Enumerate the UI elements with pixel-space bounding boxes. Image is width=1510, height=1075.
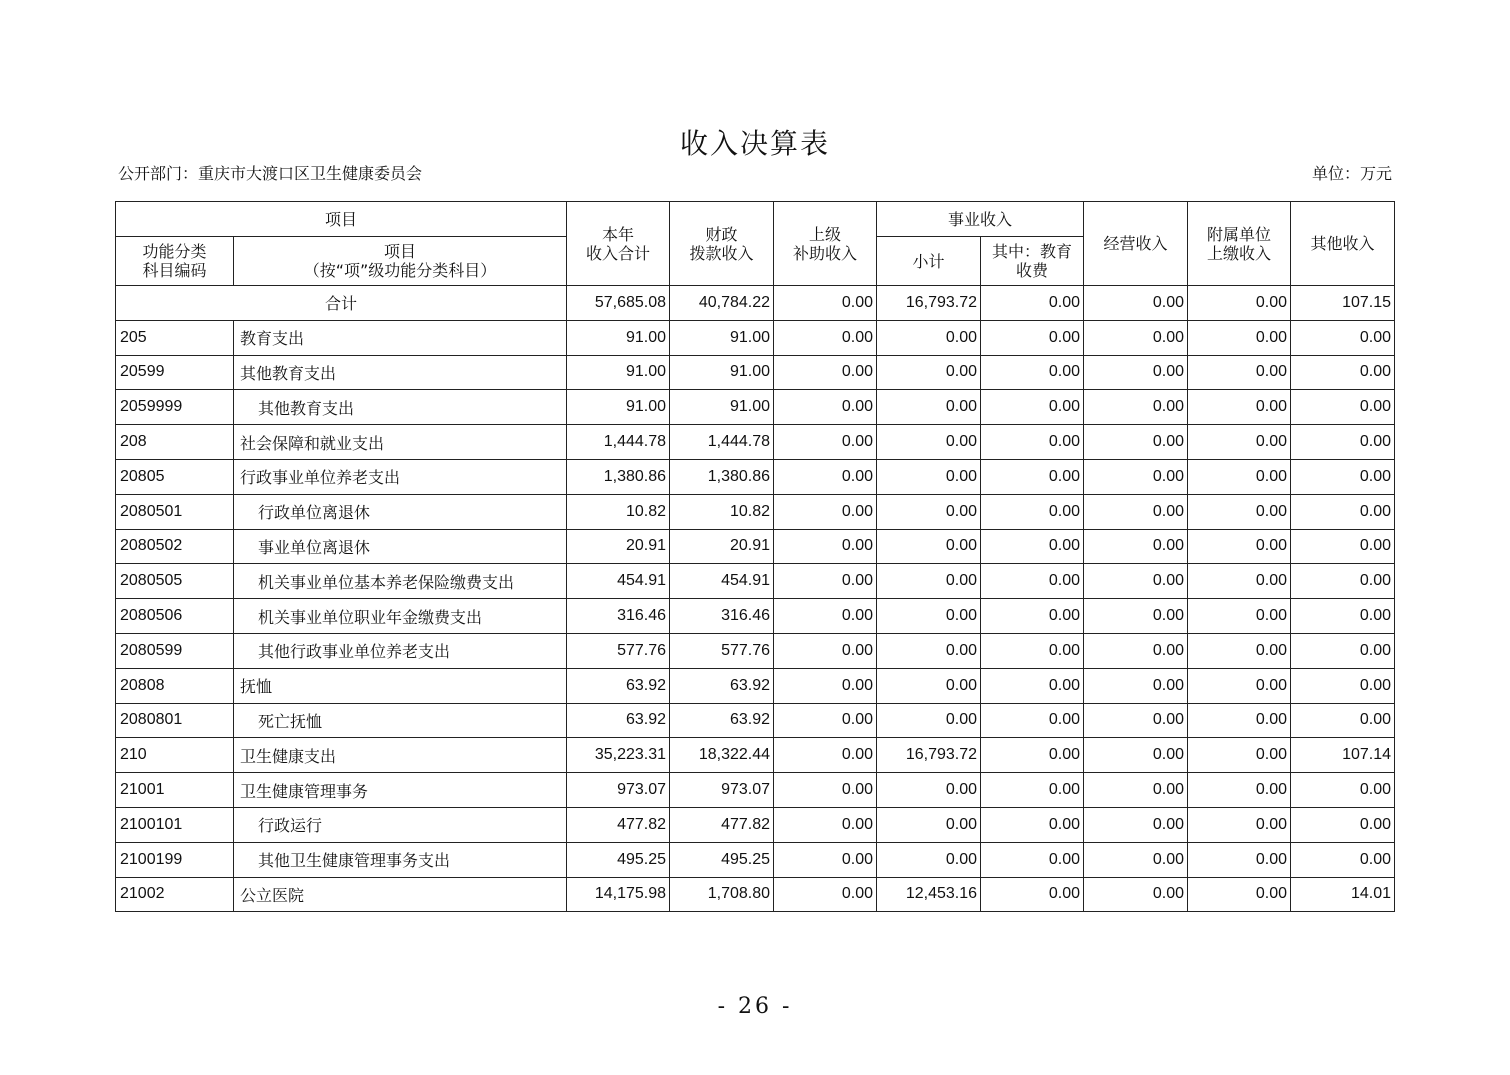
- row-code: 2080506: [116, 599, 234, 634]
- row-value: 0.00: [981, 529, 1084, 564]
- row-code: 208: [116, 425, 234, 460]
- row-value: 0.00: [1291, 773, 1395, 808]
- row-name: 卫生健康支出: [234, 738, 567, 773]
- row-value: 0.00: [774, 877, 877, 912]
- row-value: 10.82: [567, 494, 670, 529]
- row-value: 0.00: [1188, 773, 1291, 808]
- row-code: 2080505: [116, 564, 234, 599]
- row-value: 0.00: [1084, 807, 1188, 842]
- row-value: 0.00: [1188, 703, 1291, 738]
- row-value: 0.00: [1188, 807, 1291, 842]
- row-name: 其他教育支出: [234, 390, 567, 425]
- row-value: 0.00: [1084, 390, 1188, 425]
- row-value: 0.00: [774, 773, 877, 808]
- row-name: 其他教育支出: [234, 355, 567, 390]
- row-value: 0.00: [877, 807, 981, 842]
- table-row: [116, 459, 1395, 494]
- row-value: 107.14: [1291, 738, 1395, 773]
- row-name: 事业单位离退休: [234, 529, 567, 564]
- row-value: 0.00: [981, 425, 1084, 460]
- row-code: 205: [116, 320, 234, 355]
- row-value: 0.00: [981, 355, 1084, 390]
- row-name: 其他行政事业单位养老支出: [234, 633, 567, 668]
- total-row: [116, 286, 1395, 321]
- row-value: 454.91: [670, 564, 774, 599]
- row-name: 卫生健康管理事务: [234, 773, 567, 808]
- row-name: 死亡抚恤: [234, 703, 567, 738]
- row-value: 0.00: [1084, 703, 1188, 738]
- row-value: 0.00: [774, 703, 877, 738]
- row-value: 1,380.86: [670, 459, 774, 494]
- row-value: 63.92: [567, 668, 670, 703]
- row-code: 2100101: [116, 807, 234, 842]
- row-value: 0.00: [877, 425, 981, 460]
- row-value: 973.07: [567, 773, 670, 808]
- total-value: 0.00: [774, 286, 877, 321]
- row-value: 0.00: [1291, 390, 1395, 425]
- department-label: 公开部门：重庆市大渡口区卫生健康委员会: [118, 164, 423, 183]
- row-value: 0.00: [1188, 529, 1291, 564]
- header-superior: 上级 补助收入: [774, 202, 877, 286]
- row-value: 0.00: [1084, 773, 1188, 808]
- row-value: 0.00: [774, 320, 877, 355]
- header-subtotal: 小计: [877, 237, 981, 286]
- row-value: 0.00: [981, 703, 1084, 738]
- row-value: 577.76: [670, 633, 774, 668]
- row-name: 行政事业单位养老支出: [234, 459, 567, 494]
- header-code: 功能分类 科目编码: [116, 237, 234, 286]
- row-value: 0.00: [981, 807, 1084, 842]
- header-affiliated: 附属单位 上缴收入: [1188, 202, 1291, 286]
- row-value: 0.00: [981, 564, 1084, 599]
- row-value: 0.00: [1084, 529, 1188, 564]
- row-value: 0.00: [1291, 355, 1395, 390]
- header-name: 项目 （按“项”级功能分类科目）: [234, 237, 567, 286]
- row-value: 14.01: [1291, 877, 1395, 912]
- row-value: 0.00: [774, 599, 877, 634]
- row-value: 0.00: [981, 320, 1084, 355]
- row-value: 0.00: [877, 494, 981, 529]
- table-row: [116, 494, 1395, 529]
- page-number: - 26 -: [717, 994, 793, 1019]
- row-value: 495.25: [670, 842, 774, 877]
- row-name: 公立医院: [234, 877, 567, 912]
- row-value: 91.00: [670, 355, 774, 390]
- header-edu-fee: 其中：教育 收费: [981, 237, 1084, 286]
- row-value: 0.00: [1188, 738, 1291, 773]
- table-body: [116, 286, 1395, 912]
- row-value: 0.00: [877, 633, 981, 668]
- total-value: 107.15: [1291, 286, 1395, 321]
- row-value: 0.00: [1188, 599, 1291, 634]
- row-code: 20808: [116, 668, 234, 703]
- row-value: 0.00: [1188, 633, 1291, 668]
- table-row: [116, 529, 1395, 564]
- row-value: 0.00: [1188, 320, 1291, 355]
- row-value: 91.00: [567, 390, 670, 425]
- row-name: 其他卫生健康管理事务支出: [234, 842, 567, 877]
- header-total: 本年 收入合计: [567, 202, 670, 286]
- table-row: [116, 633, 1395, 668]
- row-value: 0.00: [1291, 494, 1395, 529]
- row-value: 0.00: [877, 773, 981, 808]
- row-value: 577.76: [567, 633, 670, 668]
- row-value: 0.00: [1188, 390, 1291, 425]
- total-value: 0.00: [1084, 286, 1188, 321]
- row-value: 0.00: [1188, 668, 1291, 703]
- row-value: 0.00: [774, 355, 877, 390]
- row-value: 0.00: [1188, 425, 1291, 460]
- row-value: 0.00: [1291, 459, 1395, 494]
- row-value: 91.00: [670, 390, 774, 425]
- unit-label: 单位：万元: [1311, 164, 1392, 183]
- row-value: 0.00: [877, 390, 981, 425]
- row-value: 14,175.98: [567, 877, 670, 912]
- total-value: 16,793.72: [877, 286, 981, 321]
- row-value: 0.00: [1291, 564, 1395, 599]
- row-code: 2080502: [116, 529, 234, 564]
- row-value: 0.00: [1084, 668, 1188, 703]
- row-code: 20599: [116, 355, 234, 390]
- table-row: [116, 425, 1395, 460]
- row-value: 0.00: [877, 320, 981, 355]
- row-name: 行政运行: [234, 807, 567, 842]
- income-table: [115, 201, 1395, 912]
- row-value: 0.00: [1084, 633, 1188, 668]
- row-value: 0.00: [1084, 599, 1188, 634]
- row-value: 454.91: [567, 564, 670, 599]
- row-value: 0.00: [1291, 599, 1395, 634]
- row-value: 0.00: [774, 564, 877, 599]
- row-value: 0.00: [1188, 564, 1291, 599]
- row-value: 91.00: [567, 320, 670, 355]
- table-row: [116, 877, 1395, 912]
- header-other: 其他收入: [1291, 202, 1395, 286]
- row-value: 0.00: [981, 877, 1084, 912]
- row-value: 0.00: [981, 633, 1084, 668]
- row-value: 0.00: [1188, 842, 1291, 877]
- total-value: 0.00: [981, 286, 1084, 321]
- row-value: 0.00: [774, 633, 877, 668]
- row-value: 0.00: [1291, 842, 1395, 877]
- row-value: 973.07: [670, 773, 774, 808]
- row-value: 0.00: [981, 494, 1084, 529]
- row-value: 0.00: [877, 529, 981, 564]
- table-row: [116, 773, 1395, 808]
- row-value: 0.00: [774, 668, 877, 703]
- table-row: [116, 599, 1395, 634]
- page-title: 收入决算表: [679, 127, 830, 160]
- row-name: 机关事业单位职业年金缴费支出: [234, 599, 567, 634]
- row-name: 教育支出: [234, 320, 567, 355]
- row-value: 91.00: [670, 320, 774, 355]
- row-value: 0.00: [1188, 494, 1291, 529]
- row-value: 0.00: [1084, 877, 1188, 912]
- row-value: 10.82: [670, 494, 774, 529]
- row-value: 91.00: [567, 355, 670, 390]
- row-value: 0.00: [1084, 459, 1188, 494]
- row-value: 20.91: [670, 529, 774, 564]
- row-code: 2080599: [116, 633, 234, 668]
- row-value: 477.82: [670, 807, 774, 842]
- row-code: 2080801: [116, 703, 234, 738]
- row-code: 2100199: [116, 842, 234, 877]
- row-value: 0.00: [981, 459, 1084, 494]
- row-value: 0.00: [774, 842, 877, 877]
- row-value: 0.00: [877, 355, 981, 390]
- row-value: 0.00: [1291, 703, 1395, 738]
- table-row: [116, 564, 1395, 599]
- table-row: [116, 807, 1395, 842]
- row-value: 0.00: [877, 599, 981, 634]
- row-value: 12,453.16: [877, 877, 981, 912]
- table-row: [116, 320, 1395, 355]
- row-value: 0.00: [1084, 320, 1188, 355]
- row-value: 0.00: [774, 494, 877, 529]
- header-business: 事业收入: [877, 202, 1084, 237]
- row-code: 2059999: [116, 390, 234, 425]
- row-value: 1,444.78: [670, 425, 774, 460]
- row-code: 21001: [116, 773, 234, 808]
- row-value: 0.00: [1291, 807, 1395, 842]
- row-value: 0.00: [774, 459, 877, 494]
- row-value: 0.00: [774, 738, 877, 773]
- row-value: 477.82: [567, 807, 670, 842]
- row-value: 16,793.72: [877, 738, 981, 773]
- table-row: [116, 738, 1395, 773]
- row-value: 316.46: [670, 599, 774, 634]
- row-value: 0.00: [1291, 529, 1395, 564]
- row-name: 社会保障和就业支出: [234, 425, 567, 460]
- row-code: 2080501: [116, 494, 234, 529]
- row-value: 20.91: [567, 529, 670, 564]
- row-value: 0.00: [981, 738, 1084, 773]
- row-value: 35,223.31: [567, 738, 670, 773]
- row-value: 0.00: [1188, 459, 1291, 494]
- row-name: 抚恤: [234, 668, 567, 703]
- total-label: 合计: [116, 286, 567, 321]
- row-name: 行政单位离退休: [234, 494, 567, 529]
- row-value: 0.00: [981, 599, 1084, 634]
- row-value: 0.00: [1291, 425, 1395, 460]
- row-code: 210: [116, 738, 234, 773]
- row-value: 0.00: [1084, 738, 1188, 773]
- header-project: 项目: [116, 202, 567, 237]
- row-value: 1,380.86: [567, 459, 670, 494]
- row-value: 0.00: [1188, 355, 1291, 390]
- table-row: [116, 668, 1395, 703]
- row-value: 0.00: [981, 842, 1084, 877]
- row-value: 0.00: [774, 807, 877, 842]
- row-value: 0.00: [1084, 494, 1188, 529]
- row-value: 0.00: [1291, 633, 1395, 668]
- row-value: 0.00: [774, 425, 877, 460]
- row-value: 0.00: [981, 668, 1084, 703]
- row-value: 0.00: [1084, 564, 1188, 599]
- table-row: [116, 703, 1395, 738]
- row-code: 21002: [116, 877, 234, 912]
- row-value: 0.00: [1291, 320, 1395, 355]
- row-value: 0.00: [877, 703, 981, 738]
- row-value: 0.00: [1291, 668, 1395, 703]
- row-value: 0.00: [877, 564, 981, 599]
- header-fiscal: 财政 拨款收入: [670, 202, 774, 286]
- table-row: [116, 355, 1395, 390]
- row-code: 20805: [116, 459, 234, 494]
- row-value: 0.00: [877, 842, 981, 877]
- row-value: 1,708.80: [670, 877, 774, 912]
- row-value: 0.00: [877, 459, 981, 494]
- total-value: 57,685.08: [567, 286, 670, 321]
- total-value: 0.00: [1188, 286, 1291, 321]
- row-value: 0.00: [774, 390, 877, 425]
- row-value: 0.00: [774, 529, 877, 564]
- row-value: 1,444.78: [567, 425, 670, 460]
- row-value: 63.92: [567, 703, 670, 738]
- row-value: 0.00: [1084, 425, 1188, 460]
- row-value: 0.00: [981, 773, 1084, 808]
- row-value: 0.00: [877, 668, 981, 703]
- row-value: 0.00: [981, 390, 1084, 425]
- header-operating: 经营收入: [1084, 202, 1188, 286]
- row-value: 316.46: [567, 599, 670, 634]
- table-row: [116, 842, 1395, 877]
- row-value: 0.00: [1084, 842, 1188, 877]
- table-row: [116, 390, 1395, 425]
- row-value: 18,322.44: [670, 738, 774, 773]
- row-value: 0.00: [1084, 355, 1188, 390]
- row-value: 0.00: [1188, 877, 1291, 912]
- row-value: 495.25: [567, 842, 670, 877]
- total-value: 40,784.22: [670, 286, 774, 321]
- row-value: 63.92: [670, 703, 774, 738]
- row-value: 63.92: [670, 668, 774, 703]
- row-name: 机关事业单位基本养老保险缴费支出: [234, 564, 567, 599]
